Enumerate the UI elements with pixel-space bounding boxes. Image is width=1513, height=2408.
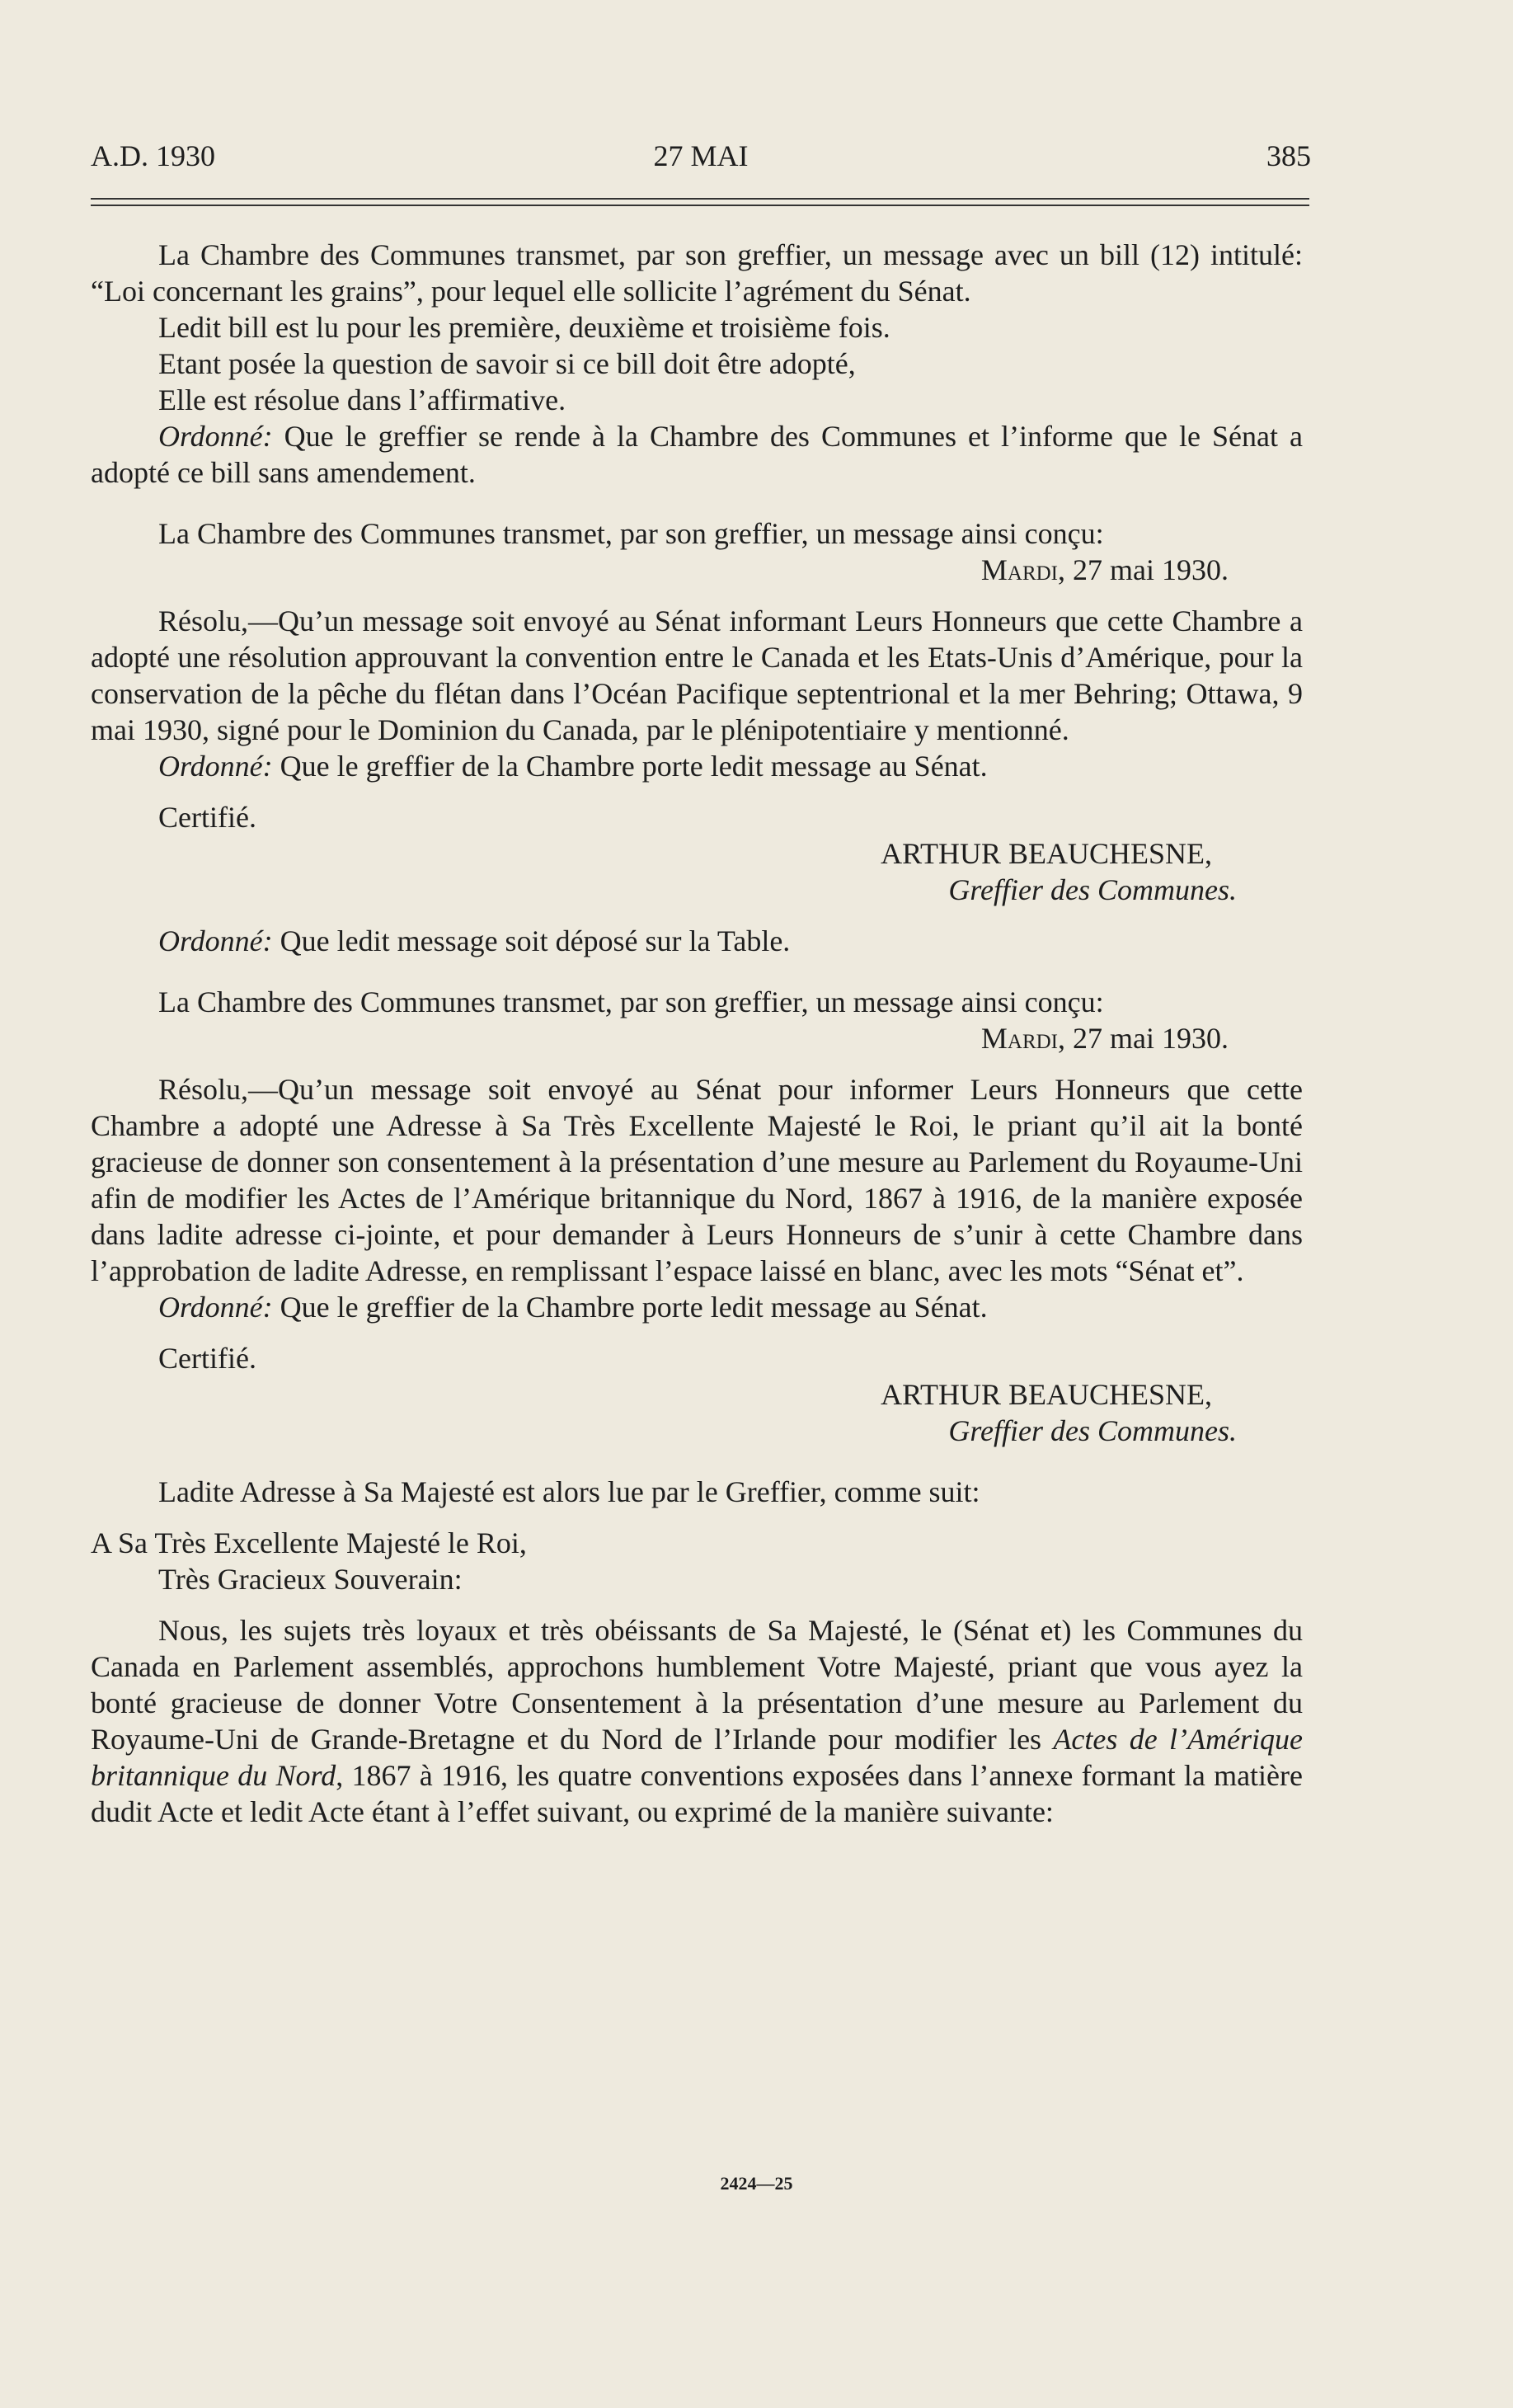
ordered-text: Que ledit message soit déposé sur la Table. (272, 924, 791, 957)
paragraph-address-body (91, 1612, 1303, 1830)
date-day: Mardi (980, 553, 1059, 586)
certified-1: Certifié. (158, 801, 256, 834)
paragraph-ordered-2 (91, 748, 1303, 784)
date-line-2 (91, 1020, 1303, 1056)
paragraph-address-read: Ladite Adresse à Sa Majesté est alors lue par le Greffier, comme suit: (158, 1475, 980, 1508)
date-line-1 (91, 552, 1303, 588)
header-year: A.D. 1930 (91, 139, 215, 172)
paragraph-ordered-3 (91, 923, 1303, 959)
address-body-italic: Actes de l’Amérique britannique du Nord (91, 1723, 1303, 1792)
signature-title-2: Greffier des Communes. (948, 1414, 1237, 1447)
page-header (91, 139, 1311, 180)
date-rest: , 27 mai 1930. (1058, 1022, 1229, 1055)
signature-name-2: ARTHUR BEAUCHESNE, (881, 1378, 1212, 1411)
ordered-label: Ordonné: (158, 420, 273, 453)
salutation-king: A Sa Très Excellente Majesté le Roi, (91, 1526, 527, 1559)
paragraph-resolution-address: Résolu,—Qu’un message soit envoyé au Sénat pour informer Leurs Honneurs que cette Chambre a adopté une Adresse à Sa Très Excellente Majesté le Roi, le priant qu’il ait la bonté gracieuse de donner son consentement à la présentation d’une mesure au Parlement du Royaume-Uni afin de modifier les Actes de l’Amérique britannique du Nord, 1867 à 1916, de la manière exposée dans ladite adresse ci-jointe, et pour demander à Leurs Honneurs de s’unir à cette Chambre dans l’approbation de ladite Adresse, en remplissant l’espace laissé en blanc, avec les mots “Sénat et”. (91, 1073, 1303, 1287)
page-number: 385 (1266, 139, 1311, 172)
certified-2: Certifié. (158, 1342, 256, 1375)
paragraph-ordered-4 (91, 1289, 1303, 1325)
address-body-a: Nous, les sujets très loyaux et très obéissants de Sa Majesté, le (Sénat et) les Communes du Canada en Parlement assemblés, approchons humblement Votre Majesté, priant que vous ayez la bonté gracieuse de donner Votre Consentement à la présentation d’une mesure au Parlement du Royaume-Uni de Grande-Bretagne et du Nord de l’Irlande pour modifier les (91, 1614, 1303, 1756)
address-body-b: , 1867 à 1916, les quatre conventions exposées dans l’annexe formant la matière dudit Acte et ledit Acte étant à l’effet suivant, ou exprimé de la manière suivante: (91, 1759, 1304, 1828)
paragraph-ordered-1 (91, 418, 1303, 491)
ordered-text: Que le greffier se rende à la Chambre des Communes et l’informe que le Sénat a adopté ce bill sans amendement. (91, 420, 1303, 489)
date-rest: , 27 mai 1930. (1058, 553, 1229, 586)
paragraph-resolved: Elle est résolue dans l’affirmative. (158, 383, 566, 416)
header-rule-bottom (91, 205, 1309, 206)
signature-name-1: ARTHUR BEAUCHESNE, (881, 837, 1212, 870)
ordered-text: Que le greffier de la Chambre porte ledit message au Sénat. (272, 750, 988, 783)
signature-title-1: Greffier des Communes. (948, 873, 1237, 906)
paragraph-message-3: La Chambre des Communes transmet, par son greffier, un message ainsi conçu: (158, 985, 1104, 1018)
date-day: Mardi (980, 1022, 1059, 1055)
paragraph-message-2: La Chambre des Communes transmet, par son greffier, un message ainsi conçu: (158, 517, 1104, 550)
header-date: 27 MAI (653, 139, 749, 172)
paragraph-resolution-convention: Résolu,—Qu’un message soit envoyé au Sénat informant Leurs Honneurs que cette Chambre a adopté une résolution approuvant la convention entre le Canada et les Etats-Unis d’Amérique, pour la conservation de la pêche du flétan dans l’Océan Pacifique septentrional et la mer Behring; Ottawa, 9 mai 1930, signé pour le Dominion du Canada, par le plénipotentiaire y mentionné. (91, 604, 1303, 746)
ordered-label: Ordonné: (158, 1291, 273, 1324)
ordered-text: Que le greffier de la Chambre porte ledit message au Sénat. (272, 1291, 988, 1324)
header-rule-top (91, 198, 1309, 200)
ordered-label: Ordonné: (158, 750, 273, 783)
paragraph-readings: Ledit bill est lu pour les première, deuxième et troisième fois. (158, 311, 890, 344)
page-body (91, 237, 1303, 1830)
page-footer-signature: 2424—25 (720, 2173, 793, 2194)
paragraph-question: Etant posée la question de savoir si ce bill doit être adopté, (158, 347, 856, 380)
ordered-label: Ordonné: (158, 924, 273, 957)
salutation-sovereign: Très Gracieux Souverain: (158, 1563, 463, 1596)
paragraph-bill-message: La Chambre des Communes transmet, par son greffier, un message avec un bill (12) intitulé: “Loi concernant les grains”, pour lequel elle sollicite l’agrément du Sénat. (91, 238, 1303, 308)
